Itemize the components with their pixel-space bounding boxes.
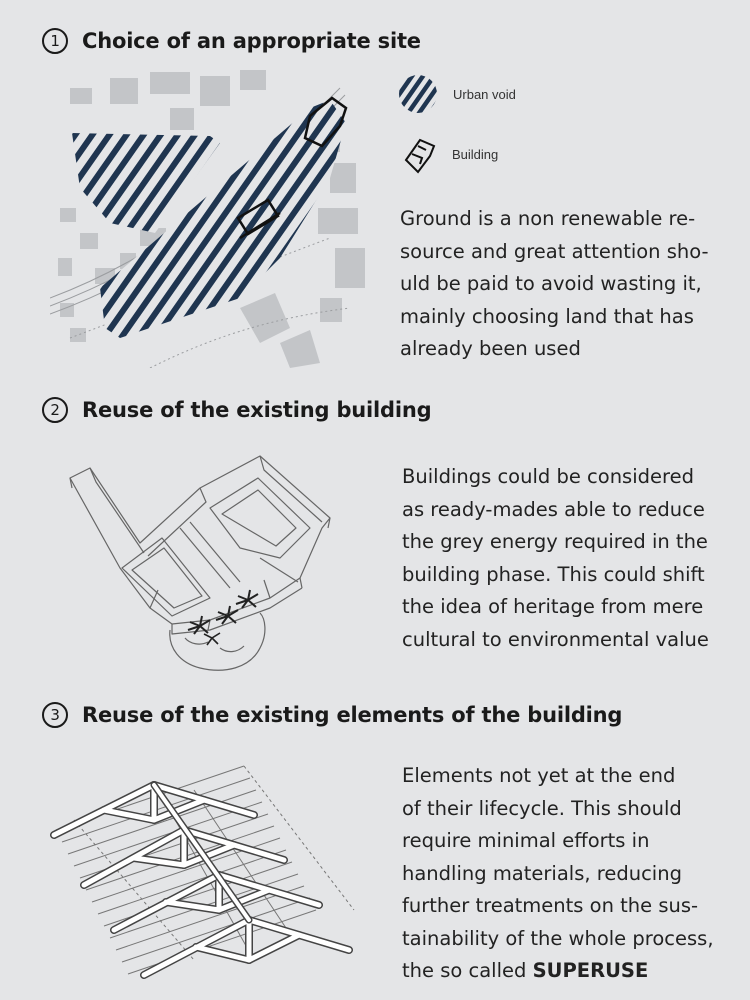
section-3-title: Reuse of the existing elements of the building bbox=[82, 703, 623, 727]
section-2-number-badge: 2 bbox=[42, 397, 68, 423]
section-3-text-body: Elements not yet at the end of their lifecycle. This should require minimal efforts in handling materials, reducing further treatments on the sus- tainability of the whole process, the so called bbox=[402, 764, 714, 982]
section-1-text: Ground is a non renewable re- source and great attention sho- uld be paid to avoid wasting it, mainly choosing land that has already been used bbox=[400, 207, 709, 360]
building-outline-icon bbox=[402, 134, 436, 174]
existing-building-illustration bbox=[60, 448, 360, 678]
legend-building-label: Building bbox=[452, 146, 499, 162]
superuse-emphasis: SUPERUSE bbox=[532, 959, 649, 982]
section-3-heading bbox=[42, 702, 622, 728]
section-1-number-badge: 1 bbox=[42, 28, 68, 54]
section-3-text bbox=[402, 760, 742, 988]
legend-urban-void-label: Urban void bbox=[453, 86, 516, 102]
section-1-heading bbox=[42, 28, 421, 54]
section-2-text: Buildings could be considered as ready-mades able to reduce the grey energy required in the building phase. This could shift the idea of heritage from mere cultural to environmental value bbox=[402, 465, 709, 651]
section-3-number-badge: 3 bbox=[42, 702, 68, 728]
hatched-circle-icon bbox=[399, 75, 437, 113]
roof-structure-illustration bbox=[44, 760, 364, 990]
section-1-title: Choice of an appropriate site bbox=[82, 29, 421, 53]
legend-building bbox=[402, 134, 498, 174]
legend-urban-void bbox=[399, 75, 516, 113]
palm-trees-icon bbox=[188, 590, 258, 645]
site-map-illustration bbox=[50, 68, 380, 368]
section-2-title: Reuse of the existing building bbox=[82, 398, 432, 422]
section-2-heading bbox=[42, 397, 431, 423]
